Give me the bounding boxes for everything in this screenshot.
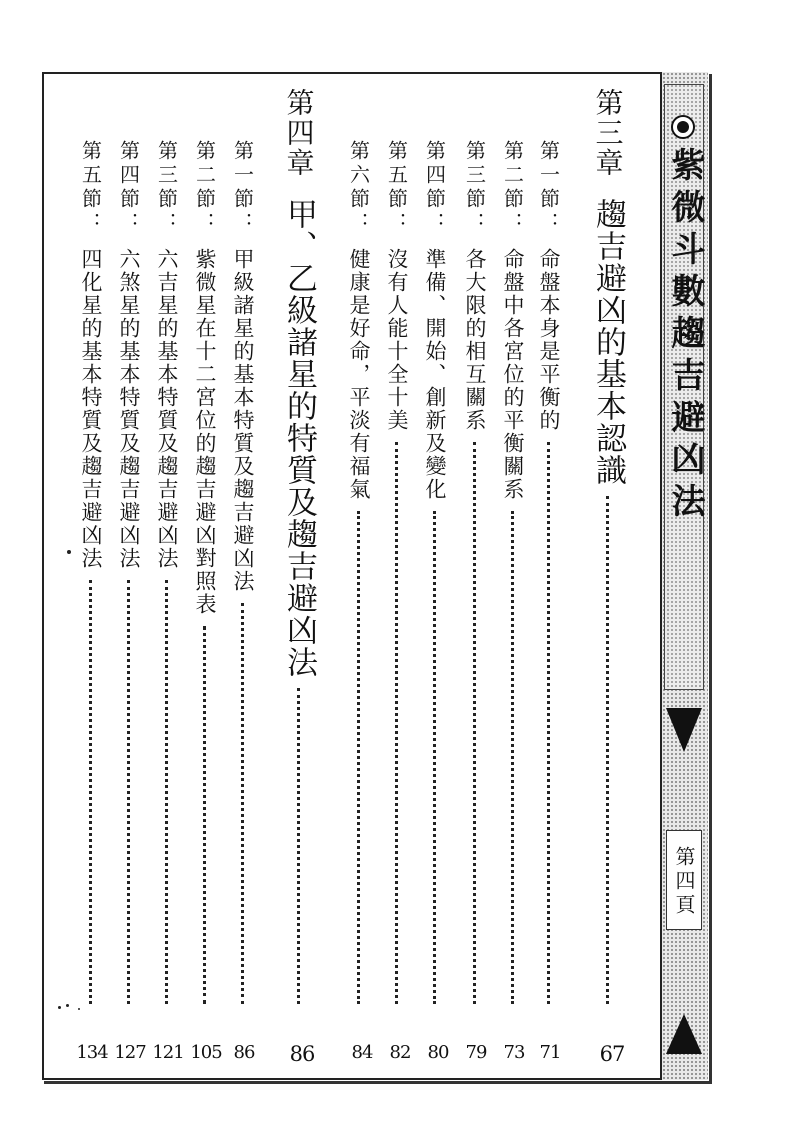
entry-number: 第一節： xyxy=(230,140,255,236)
page-number: 71 xyxy=(539,1042,561,1063)
entry-title: 健康是好命，平淡有福氣 xyxy=(347,248,371,501)
entry-title: 甲級諸星的基本特質及趨吉避凶法 xyxy=(231,248,255,593)
toc-entry-section[interactable] xyxy=(424,140,445,1012)
entry-number: 第四節： xyxy=(422,140,447,236)
toc-entry-chapter-3[interactable] xyxy=(590,88,626,1012)
entry-title: 四化星的基本特質及趨吉避凶法 xyxy=(79,248,103,570)
leader-dots xyxy=(165,580,168,1004)
entry-title: 各大限的相互關系 xyxy=(463,248,487,432)
leader-dots xyxy=(511,511,514,1004)
leader-dots xyxy=(547,442,550,1004)
toc-entry-section[interactable] xyxy=(502,140,523,1012)
toc-entry-section[interactable] xyxy=(194,140,215,1012)
entry-title: 趨吉避凶的基本認識 xyxy=(590,198,626,486)
entry-title: 命盤本身是平衡的 xyxy=(537,248,561,432)
page-number: 105 xyxy=(190,1042,222,1063)
entry-title: 命盤中各宮位的平衡關系 xyxy=(501,248,525,501)
entry-title: 六煞星的基本特質及趨吉避凶法 xyxy=(117,248,141,570)
scan-speck xyxy=(58,1006,61,1009)
entry-number: 第三章 xyxy=(591,88,625,178)
page-number: 134 xyxy=(76,1042,108,1063)
entry-title: 甲、乙級諸星的特質及趨吉避凶法 xyxy=(281,198,317,678)
entry-title: 六吉星的基本特質及趨吉避凶法 xyxy=(155,248,179,570)
entry-title: 紫微星在十二宮位的趨吉避凶對照表 xyxy=(193,248,217,616)
toc-entry-section[interactable] xyxy=(464,140,485,1012)
scan-speck xyxy=(66,1004,69,1007)
leader-dots xyxy=(606,496,609,1004)
book-title: 紫微斗數趨吉避凶法 xyxy=(665,147,705,525)
page-label: 第四頁 xyxy=(666,830,702,930)
page-number: 73 xyxy=(503,1042,525,1063)
book-title-panel xyxy=(664,84,704,690)
page-number: 84 xyxy=(351,1042,373,1063)
toc-entry-section[interactable] xyxy=(156,140,177,1012)
entry-number: 第三節： xyxy=(154,140,179,236)
toc-entry-section[interactable] xyxy=(386,140,407,1012)
entry-number: 第二節： xyxy=(192,140,217,236)
leader-dots xyxy=(89,580,92,1004)
page-number: 86 xyxy=(289,1042,315,1066)
entry-number: 第五節： xyxy=(78,140,103,236)
page-number: 82 xyxy=(389,1042,411,1063)
leader-dots xyxy=(433,511,436,1004)
entry-number: 第一節： xyxy=(536,140,561,236)
leader-dots xyxy=(357,511,360,1004)
page-number: 86 xyxy=(233,1042,255,1063)
page-number: 79 xyxy=(465,1042,487,1063)
entry-number: 第三節： xyxy=(462,140,487,236)
page-number: 127 xyxy=(114,1042,146,1063)
leader-dots xyxy=(241,603,244,1004)
down-arrow-icon xyxy=(666,708,702,752)
toc-entry-section[interactable] xyxy=(232,140,253,1012)
entry-number: 第六節： xyxy=(346,140,371,236)
leader-dots xyxy=(203,626,206,1004)
entry-title: 沒有人能十全十美 xyxy=(385,248,409,432)
toc-entry-section[interactable] xyxy=(80,140,101,1012)
entry-number: 第二節： xyxy=(500,140,525,236)
up-arrow-icon xyxy=(666,1014,702,1054)
leader-dots xyxy=(395,442,398,1004)
entry-number: 第五節： xyxy=(384,140,409,236)
leader-dots xyxy=(127,580,130,1004)
toc-entry-section[interactable] xyxy=(538,140,559,1012)
page-number: 80 xyxy=(427,1042,449,1063)
entry-number: 第四章 xyxy=(282,88,316,178)
scan-speck xyxy=(67,550,71,554)
entry-number: 第四節： xyxy=(116,140,141,236)
toc-entry-section[interactable] xyxy=(348,140,369,1012)
scan-speck xyxy=(78,1008,80,1010)
leader-dots xyxy=(473,442,476,1004)
leader-dots xyxy=(297,688,300,1004)
page-number: 67 xyxy=(599,1042,625,1066)
page-number: 121 xyxy=(152,1042,184,1063)
circle-emblem-icon xyxy=(671,115,695,139)
entry-title: 準備、開始、創新及變化 xyxy=(423,248,447,501)
toc-entry-chapter-4[interactable] xyxy=(281,88,317,1012)
toc-entry-section[interactable] xyxy=(118,140,139,1012)
